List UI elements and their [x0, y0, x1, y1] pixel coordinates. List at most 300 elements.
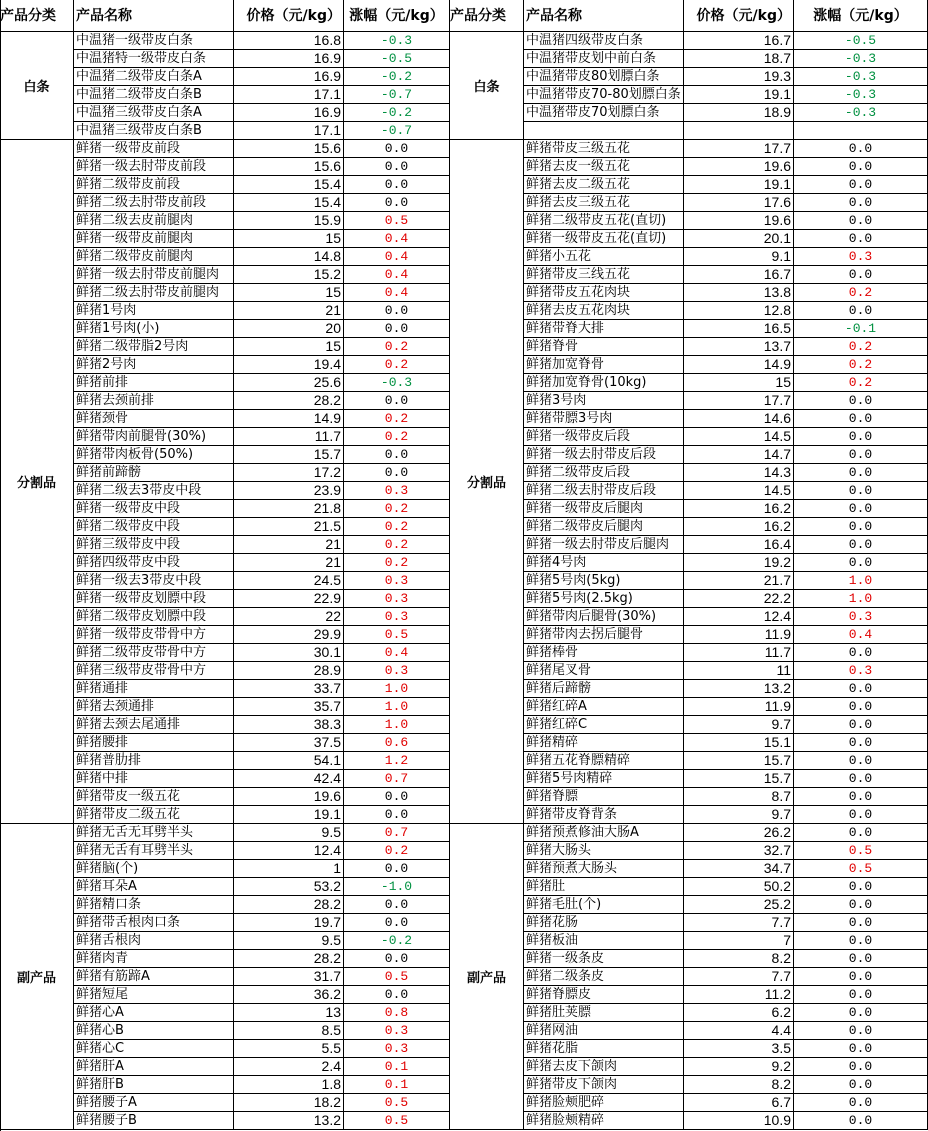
product-price: 8.5 [234, 1022, 344, 1040]
category-cell: 分割品 [0, 140, 74, 824]
product-price: 25.2 [684, 896, 794, 914]
product-name: 鲜猪去颈去尾通排 [74, 716, 234, 734]
product-price: 21.8 [234, 500, 344, 518]
product-change: 0.0 [344, 464, 450, 482]
product-price: 14.9 [684, 356, 794, 374]
product-change: -0.5 [344, 50, 450, 68]
product-price: 15.7 [234, 446, 344, 464]
product-name: 鲜猪一级带皮前段 [74, 140, 234, 158]
product-change: 0.0 [794, 680, 928, 698]
product-price: 16.7 [684, 32, 794, 50]
product-name: 鲜猪二级去肘带皮前腿肉 [74, 284, 234, 302]
product-price: 15.6 [234, 158, 344, 176]
product-change: 0.0 [794, 266, 928, 284]
product-price: 28.2 [234, 950, 344, 968]
product-change: 0.0 [344, 446, 450, 464]
product-name: 鲜猪带肉去拐后腿骨 [524, 626, 684, 644]
product-price: 16.4 [684, 536, 794, 554]
product-change: 0.0 [794, 734, 928, 752]
product-price: 50.2 [684, 878, 794, 896]
product-change: 0.1 [344, 1076, 450, 1094]
product-change: 0.2 [344, 518, 450, 536]
product-change: 0.0 [794, 212, 928, 230]
product-price: 16.9 [234, 104, 344, 122]
product-price: 28.2 [234, 392, 344, 410]
product-change: 0.2 [794, 356, 928, 374]
product-change: 0.2 [344, 410, 450, 428]
product-name: 鲜猪大肠头 [524, 842, 684, 860]
product-name: 鲜猪二级带皮带骨中方 [74, 644, 234, 662]
product-name: 鲜猪去皮三级五花 [524, 194, 684, 212]
product-price: 8.2 [684, 950, 794, 968]
product-price: 37.5 [234, 734, 344, 752]
product-name: 鲜猪脊骨 [524, 338, 684, 356]
product-name: 鲜猪一级条皮 [524, 950, 684, 968]
product-name: 鲜猪颈骨 [74, 410, 234, 428]
product-price: 18.9 [684, 104, 794, 122]
product-price: 32.7 [684, 842, 794, 860]
product-change: -0.7 [344, 86, 450, 104]
product-change: 0.4 [794, 626, 928, 644]
product-name: 鲜猪二级带皮后段 [524, 464, 684, 482]
product-change: 0.0 [794, 698, 928, 716]
product-price: 4.4 [684, 1022, 794, 1040]
product-name: 鲜猪去皮五花肉块 [524, 302, 684, 320]
product-change: 0.0 [794, 392, 928, 410]
product-change: 0.4 [344, 644, 450, 662]
product-price: 8.2 [684, 1076, 794, 1094]
product-name: 鲜猪脑(个) [74, 860, 234, 878]
product-change: 0.2 [344, 536, 450, 554]
product-change: 0.0 [794, 914, 928, 932]
product-name: 鲜猪5号肉精碎 [524, 770, 684, 788]
product-price: 11.9 [684, 698, 794, 716]
product-price: 28.2 [234, 896, 344, 914]
product-change: 0.5 [794, 860, 928, 878]
product-name: 鲜猪去皮一级五花 [524, 158, 684, 176]
product-change: 0.3 [794, 248, 928, 266]
product-name: 鲜猪舌根肉 [74, 932, 234, 950]
product-name: 鲜猪肚荚膘 [524, 1004, 684, 1022]
product-price: 17.6 [684, 194, 794, 212]
product-name: 鲜猪红碎A [524, 698, 684, 716]
product-name: 鲜猪脊膘 [524, 788, 684, 806]
product-name: 中温猪带皮70划膘白条 [524, 104, 684, 122]
product-change: 0.0 [344, 896, 450, 914]
product-price: 13 [234, 1004, 344, 1022]
product-change: 0.0 [794, 482, 928, 500]
product-price: 22.2 [684, 590, 794, 608]
product-price: 25.6 [234, 374, 344, 392]
product-price: 42.4 [234, 770, 344, 788]
product-name: 鲜猪二级去肘带皮后段 [524, 482, 684, 500]
product-name: 中温猪带皮70-80划膘白条 [524, 86, 684, 104]
product-change: 0.0 [344, 158, 450, 176]
product-price: 19.1 [684, 176, 794, 194]
product-name: 鲜猪棒骨 [524, 644, 684, 662]
product-change: 1.0 [344, 698, 450, 716]
product-name: 中温猪三级带皮白条A [74, 104, 234, 122]
product-change: 0.0 [794, 1058, 928, 1076]
product-change: 0.0 [794, 1022, 928, 1040]
product-change: 0.5 [344, 1094, 450, 1112]
product-name: 鲜猪前蹄髈 [74, 464, 234, 482]
product-price: 19.6 [684, 212, 794, 230]
product-change: 0.0 [794, 1004, 928, 1022]
header-category: 产品分类 [450, 0, 524, 32]
product-price: 19.7 [234, 914, 344, 932]
product-change: 1.2 [344, 752, 450, 770]
product-name: 鲜猪一级去肘带皮前腿肉 [74, 266, 234, 284]
product-change: 0.0 [794, 500, 928, 518]
product-change: 0.0 [794, 644, 928, 662]
product-name: 鲜猪带脊大排 [524, 320, 684, 338]
product-price: 15.7 [684, 770, 794, 788]
product-name: 鲜猪带皮脊背条 [524, 806, 684, 824]
product-price: 15.2 [234, 266, 344, 284]
product-price: 21 [234, 554, 344, 572]
product-change: -0.2 [344, 932, 450, 950]
product-change: -0.3 [794, 86, 928, 104]
product-name: 鲜猪短尾 [74, 986, 234, 1004]
product-price: 15.6 [234, 140, 344, 158]
product-name: 鲜猪精碎 [524, 734, 684, 752]
product-price: 21.5 [234, 518, 344, 536]
product-price: 19.6 [234, 788, 344, 806]
product-price: 21 [234, 536, 344, 554]
product-change: 0.0 [794, 788, 928, 806]
product-price: 35.7 [234, 698, 344, 716]
product-change: -0.3 [344, 32, 450, 50]
product-name: 鲜猪脸颊肥碎 [524, 1094, 684, 1112]
product-name: 鲜猪带肉板骨(50%) [74, 446, 234, 464]
product-name: 鲜猪肚 [524, 878, 684, 896]
product-change: -0.3 [794, 68, 928, 86]
product-change: 0.3 [344, 572, 450, 590]
product-change: 0.0 [794, 518, 928, 536]
product-change: 0.5 [344, 968, 450, 986]
product-price: 14.9 [234, 410, 344, 428]
product-name: 鲜猪一级带皮划膘中段 [74, 590, 234, 608]
product-price: 12.8 [684, 302, 794, 320]
product-name: 鲜猪一级去肘带皮前段 [74, 158, 234, 176]
product-price: 16.2 [684, 500, 794, 518]
product-change: 0.0 [794, 770, 928, 788]
product-change: 0.0 [344, 140, 450, 158]
product-name: 鲜猪普肋排 [74, 752, 234, 770]
product-change: 0.5 [344, 626, 450, 644]
product-change: -0.1 [794, 320, 928, 338]
product-name: 鲜猪前排 [74, 374, 234, 392]
product-change: 0.0 [794, 932, 928, 950]
product-price: 18.7 [684, 50, 794, 68]
product-name: 鲜猪一级带皮中段 [74, 500, 234, 518]
product-change: 0.3 [344, 590, 450, 608]
product-change: 0.0 [344, 194, 450, 212]
product-name: 鲜猪二级条皮 [524, 968, 684, 986]
product-name: 鲜猪去颈前排 [74, 392, 234, 410]
product-change: 0.2 [344, 500, 450, 518]
product-change: 0.0 [344, 986, 450, 1004]
product-name: 鲜猪腰排 [74, 734, 234, 752]
product-change: 0.3 [344, 608, 450, 626]
product-name: 中温猪四级带皮白条 [524, 32, 684, 50]
product-price: 16.9 [234, 50, 344, 68]
product-name: 鲜猪一级去肘带皮后腿肉 [524, 536, 684, 554]
header-name: 产品名称 [74, 0, 234, 32]
product-change: 0.0 [344, 302, 450, 320]
product-name: 鲜猪二级带皮前段 [74, 176, 234, 194]
product-price: 20.1 [684, 230, 794, 248]
product-price: 17.2 [234, 464, 344, 482]
product-change: 0.7 [344, 770, 450, 788]
product-name: 鲜猪二级去肘带皮前段 [74, 194, 234, 212]
product-change: 0.1 [344, 1058, 450, 1076]
product-change [794, 122, 928, 140]
product-price: 24.5 [234, 572, 344, 590]
product-price: 11.7 [684, 644, 794, 662]
product-change: 0.0 [344, 788, 450, 806]
product-name: 鲜猪带皮二级五花 [74, 806, 234, 824]
product-change: -0.3 [794, 50, 928, 68]
product-name: 鲜猪一级带皮五花(直切) [524, 230, 684, 248]
product-price: 29.9 [234, 626, 344, 644]
product-name: 鲜猪去皮二级五花 [524, 176, 684, 194]
product-name: 鲜猪2号肉 [74, 356, 234, 374]
product-price: 9.1 [684, 248, 794, 266]
product-price: 14.6 [684, 410, 794, 428]
product-price: 15.7 [684, 752, 794, 770]
product-change: 0.4 [344, 266, 450, 284]
product-name: 鲜猪毛肚(个) [524, 896, 684, 914]
product-name: 鲜猪预煮修油大肠A [524, 824, 684, 842]
header-price: 价格（元/kg） [234, 0, 344, 32]
product-change: 1.0 [794, 572, 928, 590]
product-name: 鲜猪脸颊精碎 [524, 1112, 684, 1130]
product-price: 6.2 [684, 1004, 794, 1022]
product-change: 0.0 [794, 554, 928, 572]
product-name: 中温猪一级带皮白条 [74, 32, 234, 50]
product-change: 0.0 [794, 302, 928, 320]
category-cell: 白条 [450, 32, 524, 140]
product-price: 5.5 [234, 1040, 344, 1058]
product-change: 0.0 [794, 158, 928, 176]
product-price: 9.2 [684, 1058, 794, 1076]
product-name: 鲜猪二级去3带皮中段 [74, 482, 234, 500]
product-price: 19.6 [684, 158, 794, 176]
product-change: -0.3 [794, 104, 928, 122]
product-change: 0.4 [344, 230, 450, 248]
product-price: 12.4 [684, 608, 794, 626]
product-price: 11.9 [684, 626, 794, 644]
product-change: 0.2 [344, 428, 450, 446]
product-name: 鲜猪带肉后腿骨(30%) [524, 608, 684, 626]
product-price: 8.7 [684, 788, 794, 806]
product-price: 19.2 [684, 554, 794, 572]
product-name: 鲜猪二级带皮中段 [74, 518, 234, 536]
product-price: 14.7 [684, 446, 794, 464]
product-name: 鲜猪心B [74, 1022, 234, 1040]
category-cell: 副产品 [0, 824, 74, 1130]
product-price: 16.8 [234, 32, 344, 50]
product-change: 0.0 [794, 1112, 928, 1130]
product-change: 0.5 [344, 1112, 450, 1130]
product-name: 鲜猪二级带皮后腿肉 [524, 518, 684, 536]
product-price: 17.7 [684, 392, 794, 410]
product-price: 28.9 [234, 662, 344, 680]
product-price: 18.2 [234, 1094, 344, 1112]
product-price: 9.7 [684, 716, 794, 734]
header-change: 涨幅（元/kg） [344, 0, 450, 32]
product-name: 鲜猪花肠 [524, 914, 684, 932]
product-change: 0.0 [794, 752, 928, 770]
product-name: 鲜猪一级带皮后段 [524, 428, 684, 446]
product-price: 23.9 [234, 482, 344, 500]
product-change: 0.0 [794, 878, 928, 896]
product-change: 0.0 [794, 716, 928, 734]
product-price: 34.7 [684, 860, 794, 878]
product-name: 鲜猪腰子B [74, 1112, 234, 1130]
product-price: 10.9 [684, 1112, 794, 1130]
product-price: 1.8 [234, 1076, 344, 1094]
product-name: 鲜猪尾叉骨 [524, 662, 684, 680]
product-name: 鲜猪五花脊膘精碎 [524, 752, 684, 770]
product-change: 0.0 [794, 536, 928, 554]
product-price: 15 [234, 338, 344, 356]
product-price: 11 [684, 662, 794, 680]
product-price: 16.7 [684, 266, 794, 284]
product-name: 中温猪二级带皮白条B [74, 86, 234, 104]
product-price: 11.7 [234, 428, 344, 446]
product-name: 鲜猪去皮下颌肉 [524, 1058, 684, 1076]
product-change: -0.5 [794, 32, 928, 50]
product-name: 鲜猪耳朵A [74, 878, 234, 896]
product-price: 2.4 [234, 1058, 344, 1076]
product-price: 9.5 [234, 824, 344, 842]
product-change: 0.0 [794, 1076, 928, 1094]
product-change: 0.0 [794, 446, 928, 464]
product-name: 鲜猪一级去3带皮中段 [74, 572, 234, 590]
product-change: 0.0 [794, 968, 928, 986]
product-change: 0.0 [344, 950, 450, 968]
product-name: 鲜猪带舌根肉口条 [74, 914, 234, 932]
product-name: 中温猪带皮划中前白条 [524, 50, 684, 68]
product-name: 鲜猪红碎C [524, 716, 684, 734]
product-price: 13.8 [684, 284, 794, 302]
product-price: 7.7 [684, 914, 794, 932]
product-name: 鲜猪一级带皮后腿肉 [524, 500, 684, 518]
product-price: 16.2 [684, 518, 794, 536]
product-name: 鲜猪二级带脂2号肉 [74, 338, 234, 356]
product-name: 中温猪三级带皮白条B [74, 122, 234, 140]
table-left-border [0, 0, 1, 1131]
left-table [0, 0, 450, 1131]
product-price: 15 [234, 284, 344, 302]
product-change: 0.0 [794, 428, 928, 446]
product-price: 14.5 [684, 428, 794, 446]
product-name: 鲜猪花脂 [524, 1040, 684, 1058]
product-change: -0.2 [344, 104, 450, 122]
product-change: 0.2 [344, 356, 450, 374]
product-price: 21.7 [684, 572, 794, 590]
product-price: 22 [234, 608, 344, 626]
product-name: 中温猪带皮80划膘白条 [524, 68, 684, 86]
product-price: 26.2 [684, 824, 794, 842]
category-cell: 分割品 [450, 140, 524, 824]
product-name: 鲜猪无舌有耳劈半头 [74, 842, 234, 860]
product-price: 3.5 [684, 1040, 794, 1058]
product-name: 鲜猪二级去皮前腿肉 [74, 212, 234, 230]
product-price: 16.9 [234, 68, 344, 86]
product-name: 鲜猪肉青 [74, 950, 234, 968]
product-change: 0.0 [794, 806, 928, 824]
product-name: 鲜猪网油 [524, 1022, 684, 1040]
product-name: 鲜猪三级带皮带骨中方 [74, 662, 234, 680]
product-price: 36.2 [234, 986, 344, 1004]
product-price: 6.7 [684, 1094, 794, 1112]
header-name: 产品名称 [524, 0, 684, 32]
product-name: 鲜猪二级带皮五花(直切) [524, 212, 684, 230]
product-change: 0.5 [344, 212, 450, 230]
product-price: 30.1 [234, 644, 344, 662]
product-change: 0.3 [344, 1022, 450, 1040]
product-name: 鲜猪带皮一级五花 [74, 788, 234, 806]
product-price: 11.2 [684, 986, 794, 1004]
product-price: 15 [234, 230, 344, 248]
product-change: 0.0 [344, 392, 450, 410]
product-price: 1 [234, 860, 344, 878]
product-change: 0.7 [344, 824, 450, 842]
category-cell: 副产品 [450, 824, 524, 1130]
product-name: 鲜猪后蹄髈 [524, 680, 684, 698]
product-name: 鲜猪5号肉(5kg) [524, 572, 684, 590]
product-change: 0.0 [344, 320, 450, 338]
product-change: 0.8 [344, 1004, 450, 1022]
product-name: 鲜猪三级带皮中段 [74, 536, 234, 554]
product-name: 鲜猪加宽脊骨(10kg) [524, 374, 684, 392]
product-price: 14.5 [684, 482, 794, 500]
product-price: 19.4 [234, 356, 344, 374]
product-name: 鲜猪腰子A [74, 1094, 234, 1112]
product-name: 鲜猪一级带皮带骨中方 [74, 626, 234, 644]
product-name [524, 122, 684, 140]
product-name: 鲜猪4号肉 [524, 554, 684, 572]
product-change: 0.0 [794, 1040, 928, 1058]
product-name: 鲜猪1号肉 [74, 302, 234, 320]
product-price: 7.7 [684, 968, 794, 986]
product-name: 鲜猪带皮五花肉块 [524, 284, 684, 302]
product-price: 15.4 [234, 194, 344, 212]
product-price: 15.1 [684, 734, 794, 752]
product-change: 0.4 [344, 248, 450, 266]
product-change: -0.7 [344, 122, 450, 140]
product-change: -1.0 [344, 878, 450, 896]
product-price: 31.7 [234, 968, 344, 986]
product-price: 16.5 [684, 320, 794, 338]
product-name: 鲜猪四级带皮中段 [74, 554, 234, 572]
product-change: 0.3 [794, 662, 928, 680]
product-name: 鲜猪二级带皮划膘中段 [74, 608, 234, 626]
product-name: 鲜猪1号肉(小) [74, 320, 234, 338]
product-price: 14.8 [234, 248, 344, 266]
product-change: 0.0 [794, 464, 928, 482]
product-name: 鲜猪无舌无耳劈半头 [74, 824, 234, 842]
product-price: 17.1 [234, 86, 344, 104]
product-name: 鲜猪带肉前腿骨(30%) [74, 428, 234, 446]
product-name: 鲜猪加宽脊骨 [524, 356, 684, 374]
product-price: 19.3 [684, 68, 794, 86]
product-price: 13.2 [234, 1112, 344, 1130]
